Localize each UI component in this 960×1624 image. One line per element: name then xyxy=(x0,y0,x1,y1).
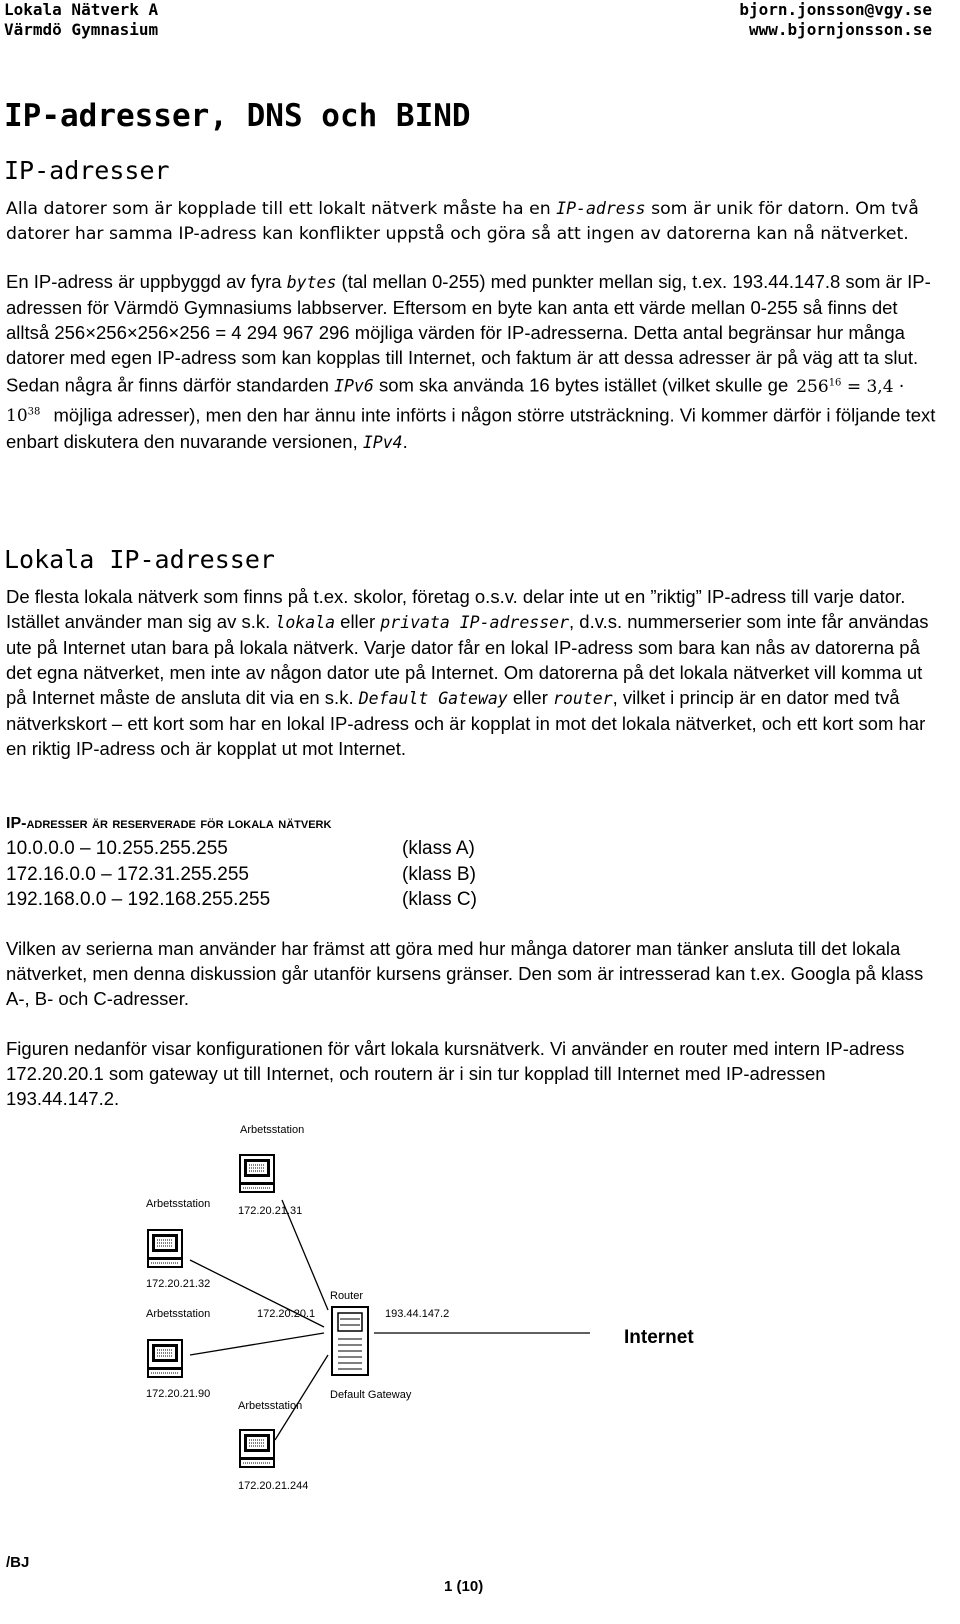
internet-label: Internet xyxy=(624,1327,694,1348)
workstation-label: Arbetsstation xyxy=(238,1400,303,1412)
section1-text xyxy=(6,196,941,455)
router-label: Router xyxy=(330,1290,364,1302)
table-row xyxy=(6,862,477,888)
italic-term: IPv6 xyxy=(334,376,374,396)
workstation-icon xyxy=(148,1230,182,1267)
class-cell: (klass A) xyxy=(402,838,475,859)
page-title: IP-adresser, DNS och BIND xyxy=(4,98,471,134)
range-cell: 10.0.0.0 – 10.255.255.255 xyxy=(6,838,228,859)
italic-term: Default Gateway xyxy=(358,689,508,708)
italic-term: router xyxy=(553,689,613,708)
link-line xyxy=(190,1333,324,1355)
paragraph-figure-intro: Figuren nedanför visar konfigurationen för vårt lokala kursnätverk. Vi använder en router med intern IP-adress 172.20.20.1 som gateway ut till Internet, och routern är i sin tur kopplad till Internet med IP-adressen 193.44.147.2. xyxy=(6,1038,905,1109)
italic-term: privata IP-adresser xyxy=(380,613,570,632)
workstation-icon xyxy=(240,1430,274,1467)
text-run: som är unik för datorn. Om två datorer har samma IP-adress kan konflikter uppstå och göra så att ingen av datorerna kan nå nätverket. xyxy=(6,199,919,244)
workstation-label: Arbetsstation xyxy=(240,1124,305,1136)
header-email: bjorn.jonsson@vgy.se xyxy=(739,0,932,19)
section2-text xyxy=(6,584,936,761)
reserved-ranges-table xyxy=(6,836,477,913)
network-diagram xyxy=(0,1115,960,1505)
math-equals: = 3,4 · 10 xyxy=(6,376,905,427)
italic-term: bytes xyxy=(286,273,337,292)
text-run: . xyxy=(402,431,408,453)
workstation-label: Arbetsstation xyxy=(146,1198,211,1210)
section-heading-lokala-ip-adresser: Lokala IP-adresser xyxy=(4,545,275,574)
italic-term: IP-adress xyxy=(556,199,646,218)
math-exponent: 16 xyxy=(828,377,842,388)
text-run: eller xyxy=(335,611,381,632)
math-exponent: 38 xyxy=(27,406,41,418)
paragraph-series: Vilken av serierna man använder har främst att göra med hur många datorer man tänker ansluta till det lokala nätverket, men denna diskussion går utanför kursens gränser. Den som är intresserad kan t.ex. Googla på klass A-, B- och C-adresser. xyxy=(6,938,924,1009)
table-row xyxy=(6,836,477,862)
workstation-icon xyxy=(148,1340,182,1377)
table-row xyxy=(6,887,477,913)
paragraph xyxy=(6,269,941,455)
router-icon xyxy=(332,1307,368,1375)
router-external-ip: 193.44.147.2 xyxy=(385,1308,450,1320)
link-line xyxy=(275,1355,328,1440)
italic-term: IPv4 xyxy=(362,433,403,453)
gateway-label: Default Gateway xyxy=(330,1389,412,1401)
text-run: En IP-adress är uppbyggd av fyra xyxy=(6,271,287,292)
section-heading-ip-adresser: IP-adresser xyxy=(4,156,170,185)
text-run: , vilket i princip är en dator med två nätverkskort – ett kort som har en lokal IP-adress och är kopplat in mot det lokala nätverket, och ett kort som har en riktig IP-adress och är kopplat ut mot Internet. xyxy=(6,687,926,759)
text-run: möjliga adresser), men den har ännu inte införts i någon större utsträckning. Vi kommer därför i följande text enbart diskutera den nuvarande versionen, xyxy=(6,404,936,453)
header-course: Lokala Nätverk A xyxy=(4,0,159,19)
class-cell: (klass B) xyxy=(402,863,476,885)
math-base: 256 xyxy=(796,376,829,397)
text-run: , d.v.s. nummerserier som inte får användas ute på Internet utan bara på lokala nätverk. Varje dator får en lokal IP-adress som bara kan nås av datorerna på det egna nätverket, men inte av någon dator ute på Internet. Om datorerna på det lokala nätverket vill komma ut på Internet måste de ansluta dit via en s.k. xyxy=(6,611,929,708)
header-website: www.bjornjonsson.se xyxy=(748,20,932,39)
ip-label: 172.20.21.31 xyxy=(238,1205,303,1217)
ip-label: 172.20.21.244 xyxy=(238,1480,309,1492)
range-cell: 172.16.0.0 – 172.31.255.255 xyxy=(6,863,250,885)
text-run: Alla datorer som är kopplade till ett lokalt nätverk måste ha en xyxy=(6,199,557,219)
paragraph xyxy=(6,584,936,761)
text-run: som ska använda 16 bytes istället (vilket skulle ge xyxy=(373,374,789,396)
text-run: eller xyxy=(507,687,553,708)
text-run: De flesta lokala nätverk som finns på t.ex. skolor, företag o.s.v. delar inte ut en ”riktig” IP-adress till varje dator. Istället använder man sig av s.k. xyxy=(6,586,906,632)
footer-initials: /BJ xyxy=(6,1554,30,1571)
ip-label: 172.20.21.90 xyxy=(146,1388,211,1400)
italic-term: lokala xyxy=(275,613,336,632)
range-cell: 192.168.0.0 – 192.168.255.255 xyxy=(6,889,271,910)
class-cell: (klass C) xyxy=(402,889,477,910)
text-run: (tal mellan 0-255) med punkter mellan sig, t.ex. 193.44.147.8 som är IP-adressen för Värmdö Gymnasiums labbserver. Eftersom en byte kan anta ett värde mellan 0-255 så finns det alltså 256×256×256×256 = 4 294 967 296 möjliga värden för IP-adresserna. Detta antal begränsar hur många datorer med egen IP-adress som kan kopplas till Internet, och faktum är att dessa adresser är på väg att ta slut. Sedan några år finns därför standarden xyxy=(6,271,931,396)
router-internal-ip: 172.20.20.1 xyxy=(257,1308,316,1320)
workstation-label: Arbetsstation xyxy=(146,1308,211,1320)
page-number: 1 (10) xyxy=(444,1578,484,1595)
reserved-heading: IP-adresser är reserverade för lokala nätverk xyxy=(6,815,332,832)
workstation-icon xyxy=(240,1155,274,1192)
header-school: Värmdö Gymnasium xyxy=(4,20,159,39)
paragraph xyxy=(6,196,941,247)
ip-label: 172.20.21.32 xyxy=(146,1278,211,1290)
